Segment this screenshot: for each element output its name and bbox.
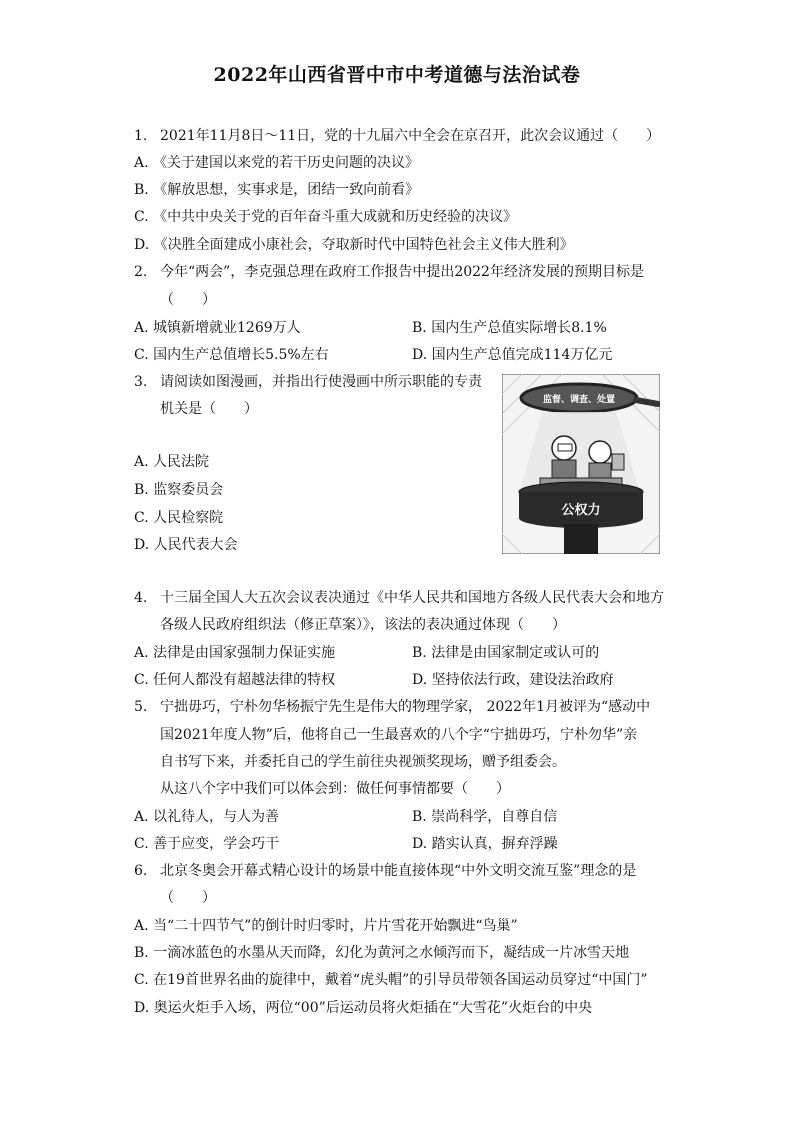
- cartoon-illustration: [502, 374, 660, 554]
- option-b: B. 一滴冰蓝色的水墨从天而降，幻化为黄河之水倾泻而下，凝结成一片冰雪天地: [134, 945, 630, 961]
- question-stem: 请阅读如图漫画，并指出行使漫画中所示职能的专责: [160, 374, 482, 390]
- option-c: C. 任何人都没有超越法律的特权: [134, 672, 336, 688]
- question-stem: 国2021年度人物”后，他将自己一生最喜欢的八个字“宁拙毋巧，宁朴勿华”亲: [160, 727, 638, 743]
- base-text: 公权力: [561, 503, 601, 518]
- page-title: 2022年山西省晋中市中考道德与法治试卷: [213, 64, 581, 86]
- question-stem: 北京冬奥会开幕式精心设计的场景中能直接体现“中外文明交流互鉴”理念的是: [160, 863, 637, 879]
- question-number: 4.: [134, 590, 148, 606]
- option-d: D. 国内生产总值完成114万亿元: [412, 347, 613, 363]
- option-b: B. 国内生产总值实际增长8.1%: [412, 320, 607, 336]
- option-b: B. 《解放思想，实事求是，团结一致向前看》: [134, 182, 420, 198]
- question-number: 1.: [134, 128, 148, 144]
- question-stem: 2021年11月8日～11日，党的十九届六中全会在京召开，此次会议通过（ ）: [160, 128, 661, 144]
- question-stem: （ ）: [160, 292, 216, 308]
- option-d: D. 踏实认真，摒弃浮躁: [412, 836, 558, 852]
- lens-text: 监督、调查、处置: [542, 395, 616, 405]
- option-a: A. 法律是由国家强制力保证实施: [134, 645, 336, 661]
- question-stem: 今年“两会”，李克强总理在政府工作报告中提出2022年经济发展的预期目标是: [160, 264, 644, 280]
- question-stem: 机关是（ ）: [160, 401, 258, 417]
- question-number: 3.: [134, 374, 148, 390]
- option-a: A. 人民法院: [134, 454, 210, 470]
- question-stem: 十三届全国人大五次会议表决通过《中华人民共和国地方各级人民代表大会和地方: [160, 590, 664, 606]
- question-number: 5.: [134, 699, 148, 715]
- option-c: C. 人民检察院: [134, 510, 224, 526]
- option-d: D. 人民代表大会: [134, 537, 238, 553]
- option-c: C. 善于应变，学会巧干: [134, 836, 280, 852]
- option-d: D. 坚持依法行政，建设法治政府: [412, 672, 614, 688]
- option-d: D. 奥运火炬手入场，两位“00”后运动员将火炬插在“大雪花”火炬台的中央: [134, 1000, 593, 1016]
- figure-head: [589, 441, 611, 463]
- question-stem: （ ）: [160, 890, 216, 906]
- option-a: A. 《关于建国以来党的若干历史问题的决议》: [134, 155, 420, 171]
- magnifier-handle: [636, 400, 658, 404]
- option-c: C. 在19首世界名曲的旋律中，戴着“虎头帽”的引导员带领各国运动员穿过“中国门”: [134, 972, 648, 988]
- question-stem: 各级人民政府组织法（修正草案）》，该法的表决通过体现（ ）: [160, 617, 566, 633]
- option-a: A. 城镇新增就业1269万人: [134, 320, 301, 336]
- option-c: C. 国内生产总值增长5.5%左右: [134, 347, 329, 363]
- option-b: B. 监察委员会: [134, 482, 224, 498]
- option-d: D. 《决胜全面建成小康社会，夺取新时代中国特色社会主义伟大胜利》: [134, 237, 574, 253]
- option-b: B. 法律是由国家制定或认可的: [412, 645, 600, 661]
- option-a: A. 当“二十四节气”的倒计时归零时，片片雪花开始飘进“鸟巢”: [134, 918, 518, 934]
- option-c: C. 《中共中央关于党的百年奋斗重大成就和历史经验的决议》: [134, 209, 518, 225]
- question-stem: 宁拙毋巧，宁朴勿华杨振宁先生是伟大的物理学家， 2022年1月被评为“感动中: [160, 699, 651, 715]
- question-stem: 自书写下来，并委托自己的学生前往央视颁奖现场，赠予组委会。: [160, 754, 566, 770]
- question-number: 6.: [134, 863, 148, 879]
- question-number: 2.: [134, 264, 148, 280]
- option-a: A. 以礼待人，与人为善: [134, 809, 280, 825]
- option-b: B. 崇尚科学，自尊自信: [412, 809, 558, 825]
- question-stem: 从这八个字中我们可以体会到：做任何事情都要（ ）: [160, 781, 510, 797]
